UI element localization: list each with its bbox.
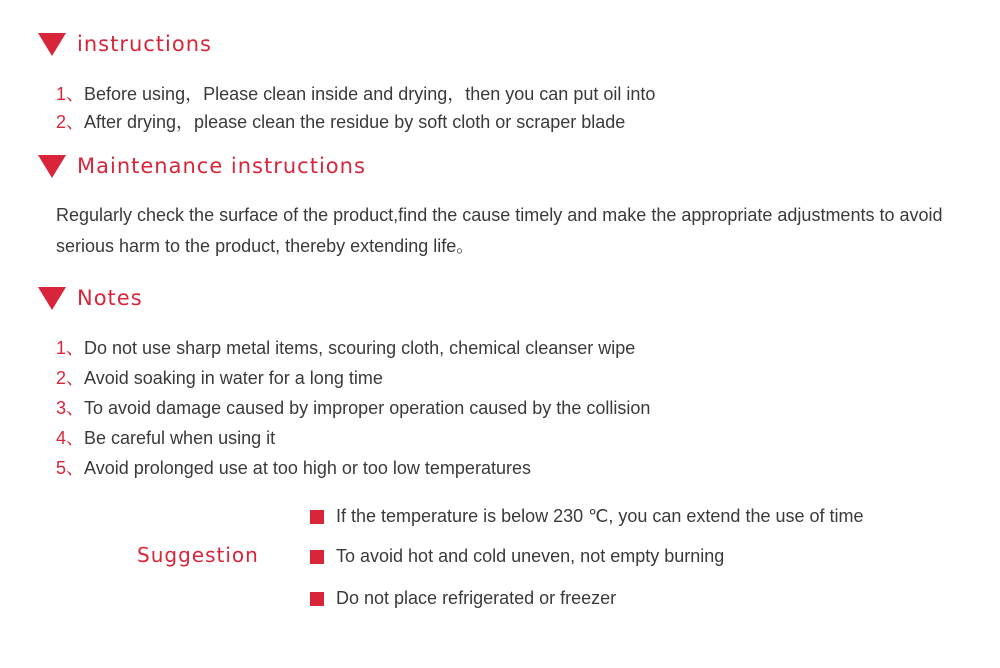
section-title: Maintenance instructions [77,154,366,178]
square-bullet-icon [310,510,324,524]
item-text: To avoid damage caused by improper operation caused by the collision [84,398,651,418]
suggestion-text: To avoid hot and cold uneven, not empty burning [336,546,725,566]
notes-list [56,334,650,484]
square-bullet-icon [310,592,324,606]
suggestion-text: If the temperature is below 230 ℃, you can extend the use of time [336,506,864,526]
notes-heading [38,286,143,310]
item-number: 1、 [56,338,85,358]
suggestion-label: Suggestion [137,543,259,567]
item-number: 2、 [56,368,85,388]
item-number: 5、 [56,458,85,478]
maintenance-paragraph: Regularly check the surface of the product,find the cause timely and make the appropriate adjustments to avoid serious harm to the product, thereby extending life。 [56,205,943,256]
section-title: Notes [77,286,143,310]
square-bullet-icon [310,550,324,564]
suggestion-item [310,588,616,609]
instructions-list [56,80,655,136]
item-number: 1、 [56,84,85,104]
list-item [56,364,650,394]
triangle-down-icon [38,287,66,310]
triangle-down-icon [38,33,66,56]
item-text: Do not use sharp metal items, scouring cloth, chemical cleanser wipe [84,338,636,358]
item-text: Before using，Please clean inside and drying，then you can put oil into [84,84,656,104]
item-number: 3、 [56,398,85,418]
suggestion-text: Do not place refrigerated or freezer [336,588,617,608]
instructions-heading [38,32,212,56]
item-number: 2、 [56,112,85,132]
list-item [56,80,655,108]
list-item [56,108,655,136]
list-item [56,334,650,364]
section-title: instructions [77,32,212,56]
item-number: 4、 [56,428,85,448]
item-text: Avoid soaking in water for a long time [84,368,383,388]
maintenance-heading [38,154,366,178]
list-item [56,424,650,454]
item-text: Be careful when using it [84,428,276,448]
item-text: After drying，please clean the residue by soft cloth or scraper blade [84,112,626,132]
list-item [56,394,650,424]
suggestion-item [310,506,864,527]
list-item [56,454,650,484]
triangle-down-icon [38,155,66,178]
suggestion-item [310,546,724,567]
item-text: Avoid prolonged use at too high or too low temperatures [84,458,531,478]
